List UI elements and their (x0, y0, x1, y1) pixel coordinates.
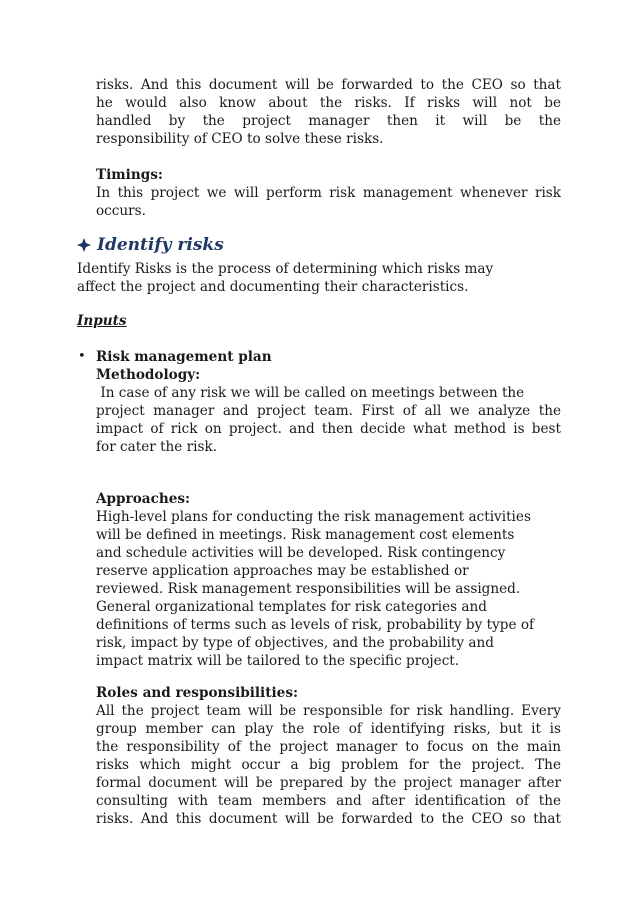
text-line: General organizational templates for risk categories and (96, 599, 487, 615)
text-line: group member can play the role of identifying risks, but it is (96, 721, 561, 737)
timings-label: Timings: (96, 167, 163, 183)
inputs-title: Inputs (77, 313, 127, 329)
text-line: High-level plans for conducting the risk management activities (96, 509, 531, 525)
identify-risks-heading (77, 236, 224, 254)
roles-label: Roles and responsibilities: (96, 685, 298, 701)
text-line: handled by the project manager then it will be the (96, 113, 561, 129)
text-line: risks which might occur a big problem for the project. The (96, 757, 561, 773)
diamond-bullet-icon (77, 238, 91, 252)
text-line: risks. And this document will be forwarded to the CEO so that (96, 77, 561, 93)
roles-section (96, 684, 561, 828)
text-line: occurs. (96, 203, 146, 219)
text-line: responsibility of CEO to solve these risks. (96, 131, 384, 147)
intro-paragraph (96, 76, 561, 148)
text-line: All the project team will be responsible for risk handling. Every (96, 703, 561, 719)
text-line: impact matrix will be tailored to the specific project. (96, 653, 460, 669)
text-line: he would also know about the risks. If risks will not be (96, 95, 561, 111)
text-line: reviewed. Risk management responsibilities will be assigned. (96, 581, 521, 597)
heading-text: Identify risks (97, 235, 224, 255)
text-line: the responsibility of the project manager to focus on the main (96, 739, 561, 755)
text-line: In case of any risk we will be called on meetings between the (96, 385, 525, 401)
text-line: risk, impact by type of objectives, and the probability and (96, 635, 494, 651)
approaches-label: Approaches: (96, 491, 191, 507)
bullet-marker: • (78, 349, 86, 364)
text-line: for cater the risk. (96, 439, 218, 455)
text-line: affect the project and documenting their characteristics. (77, 279, 469, 295)
text-line: impact of rick on project. and then decide what method is best (96, 421, 561, 437)
text-line: In this project we will perform risk management whenever risk (96, 185, 561, 201)
text-line: Identify Risks is the process of determining which risks may (77, 261, 494, 277)
text-line: project manager and project team. First of all we analyze the (96, 403, 561, 419)
methodology-label: Methodology: (96, 367, 201, 383)
text-line: definitions of terms such as levels of risk, probability by type of (96, 617, 535, 633)
approaches-section (96, 490, 561, 670)
risk-plan-item (96, 348, 561, 456)
timings-section (96, 166, 561, 220)
text-line: and schedule activities will be developed. Risk contingency (96, 545, 506, 561)
text-line: risks. And this document will be forwarded to the CEO so that (96, 811, 561, 827)
text-line: reserve application approaches may be established or (96, 563, 469, 579)
identify-paragraph (77, 260, 561, 296)
item-title: Risk management plan (96, 349, 272, 365)
text-line: formal document will be prepared by the project manager after (96, 775, 561, 791)
text-line: will be defined in meetings. Risk management cost elements (96, 527, 515, 543)
text-line: consulting with team members and after identification of the (96, 793, 561, 809)
